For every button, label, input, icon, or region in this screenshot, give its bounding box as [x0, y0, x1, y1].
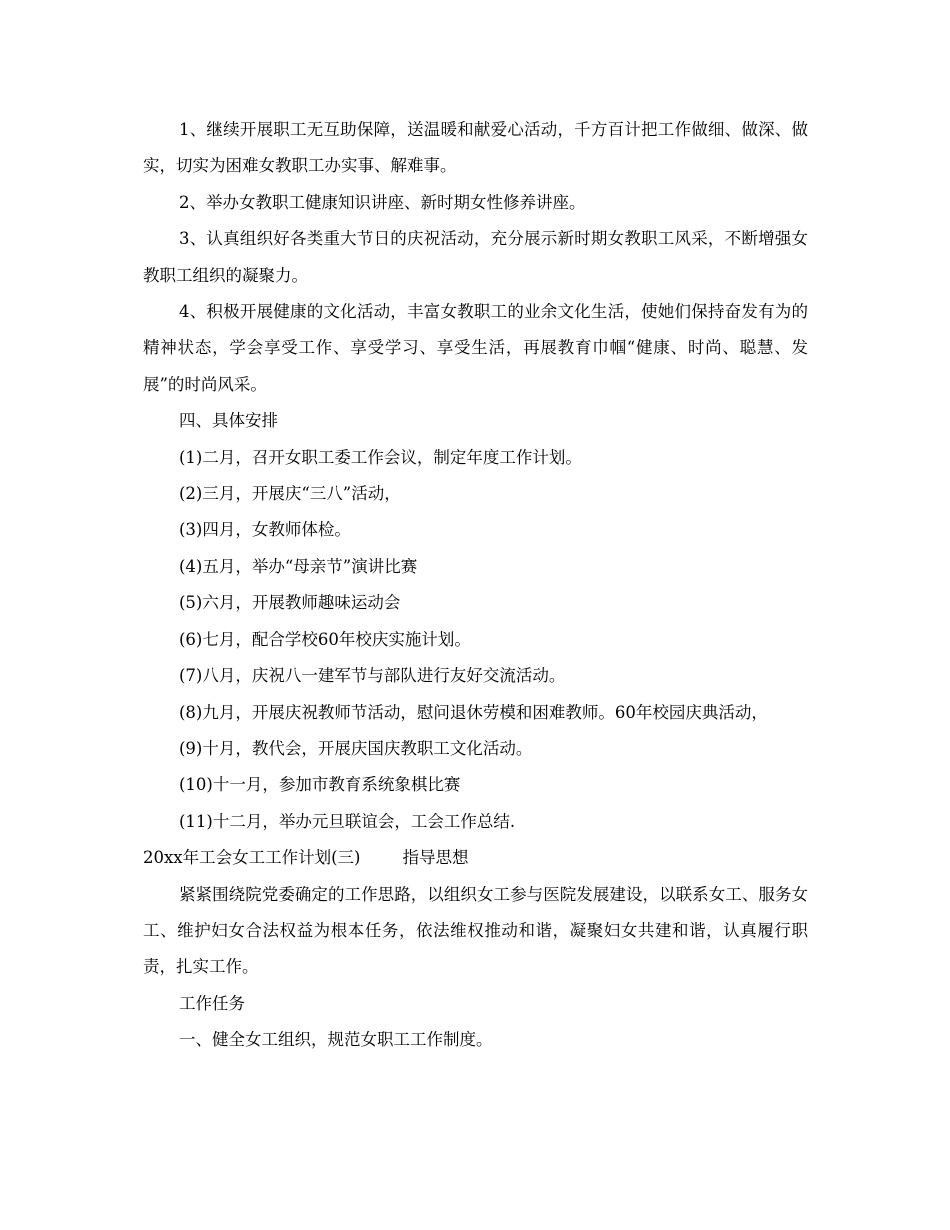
- schedule-item-sep: (8)九月，开展庆祝教师节活动，慰问退休劳模和困难教师。60年校园庆典活动，: [179, 702, 768, 722]
- paragraph-item-3: 3、认真组织好各类重大节日的庆祝活动，充分展示新时期女教职工风采，不断增强女教职工组织的凝聚力。: [143, 229, 808, 285]
- guiding-thought-paragraph: 紧紧围绕院党委确定的工作思路，以组织女工参与医院发展建设，以联系女工、服务女工、维护妇女合法权益为根本任务，依法维权推动和谐，凝聚妇女共建和谐，认真履行职责，扎实工作。: [143, 884, 808, 977]
- schedule-item-nov: (10)十一月，参加市教育系统象棋比赛: [179, 775, 461, 795]
- paragraph-item-2: 2、举办女教职工健康知识讲座、新时期女性修养讲座。: [179, 192, 586, 212]
- schedule-item-oct: (9)十月，教代会，开展庆国庆教职工文化活动。: [179, 738, 533, 758]
- section-heading-tasks: 工作任务: [179, 993, 245, 1013]
- task-item-1: 一、健全女工组织，规范女职工工作制度。: [179, 1030, 493, 1050]
- schedule-item-jul: (6)七月，配合学校60年校庆实施计划。: [179, 629, 471, 649]
- schedule-item-aug: (7)八月，庆祝八一建军节与部队进行友好交流活动。: [179, 666, 566, 686]
- schedule-item-may: (4)五月，举办“母亲节”演讲比赛: [179, 556, 418, 576]
- document-body: [143, 112, 808, 1059]
- schedule-item-feb: (1)二月，召开女职工委工作会议，制定年度工作计划。: [179, 447, 582, 467]
- schedule-item-mar: (2)三月，开展庆“三八”活动，: [179, 484, 401, 504]
- schedule-item-dec: (11)十二月，举办元旦联谊会，工会工作总结.: [179, 811, 516, 831]
- section-heading-schedule: 四、具体安排: [179, 411, 278, 431]
- schedule-item-jun: (5)六月，开展教师趣味运动会: [179, 593, 401, 613]
- plan-title-line: 20xx年工会女工工作计划(三) 指导思想: [143, 848, 469, 868]
- paragraph-item-1: 1、继续开展职工无互助保障，送温暖和献爱心活动，千方百计把工作做细、做深、做实，切实为困难女教职工办实事、解难事。: [143, 120, 808, 176]
- paragraph-item-4: 4、积极开展健康的文化活动，丰富女教职工的业余文化生活，使她们保持奋发有为的精神状态，学会享受工作、享受学习、享受生活，再展教育巾帼“健康、时尚、聪慧、发展”的时尚风采。: [143, 302, 808, 394]
- schedule-item-apr: (3)四月，女教师体检。: [179, 520, 351, 540]
